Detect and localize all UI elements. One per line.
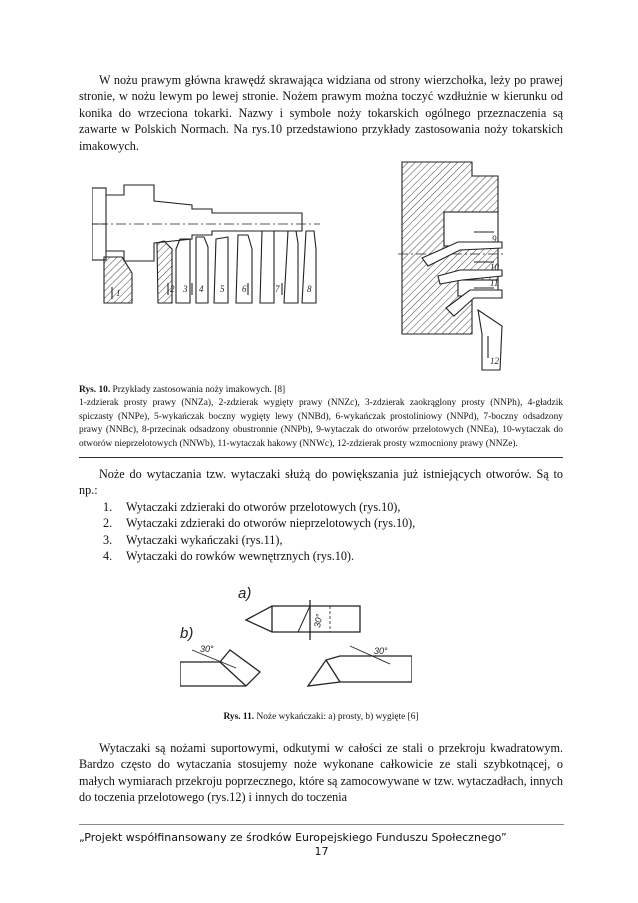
list-item: 1. Wytaczaki zdzieraki do otworów przelotowych (rys.10),: [103, 499, 401, 514]
boring-bars-text: Wytaczaki są nożami suportowymi, odkutymi w całości ze stali o przekroju kwadratowym. Bardzo często do wytaczania stosujemy noże wykonane całkowicie ze stali szybkotnącej, o małych wymiarach przekroju poprzecznego, które są zamocowywane w tzw. wytaczadłach, innych do toczenia przelotowego (rys.12) i innych do toczenia: [79, 741, 563, 805]
intro-text: W nożu prawym główna krawędź skrawająca widziana od strony wierzchołka, leży po prawej stronie, w nożu lewym po lewej stronie. Nożem prawym można toczyć wzdłużnie w kierunku od konika do wrzeciona tokarki. Nazwy i symbole noży tokarskich ogólnego przeznaczenia są zawarte w Polskich Normach. Na rys.10 przedstawiono przykłady zastosowania noży tokarskich imakowych.: [79, 73, 563, 153]
boring-tools-paragraph: [79, 466, 563, 564]
figure-11-caption-text: Noże wykańczaki: a) prosty, b) wygięte [6]: [254, 712, 419, 722]
tool-label-3: 3: [183, 284, 188, 294]
tool-label-1: 1: [116, 288, 121, 298]
tool-label-11: 11: [490, 278, 499, 288]
tool-label-8: 8: [307, 284, 312, 294]
tool-label-5: 5: [220, 284, 225, 294]
tool-label-4: 4: [199, 284, 204, 294]
figure-10-boring-tools: [398, 158, 510, 374]
boring-tools-text: Noże do wytaczania tzw. wytaczaki służą do powiększania już istniejących otworów. Są to np.:: [79, 467, 563, 498]
figure-10-caption-title-text: Przykłady zastosowania noży imakowych. [8]: [110, 385, 286, 395]
figure-11-label-a: a): [238, 585, 252, 602]
figure-11-angle-b1: 30°: [200, 644, 214, 654]
boring-bars-paragraph: [79, 740, 563, 806]
tool-label-6: 6: [242, 284, 247, 294]
figure-10-caption-body: 1-zdzierak prosty prawy (NNZa), 2-zdzierak wygięty prawy (NNZc), 3-zdzierak zaokrąglony prosty (NNPh), 4-gładzik spiczasty (NNPe), 5-wykańczak boczny wygięty lewy (NNBd), 6-wykańczak prostoliniowy (NNPd), 7-boczny odsadzony prawy (NNBc), 8-przecinak odsadzony obustronnie (NNPb), 9-wytaczak do otworów przelotowych (NNEa), 10-wytaczak do otworów nieprzelotowych (NNWb), 11-wytaczak hakowy (NNWc), 12-zdzierak prosty wzmocniony prawy (NNZe).: [79, 398, 563, 449]
tool-label-7: 7: [275, 284, 280, 294]
tool-label-2: 2: [170, 284, 175, 294]
figure-11-caption: [79, 711, 563, 724]
footer-divider: [79, 824, 564, 825]
figure-11-angle-a: 30°: [312, 613, 325, 629]
figure-10-caption-title: Rys. 10.: [79, 385, 111, 395]
tool-label-10: 10: [490, 262, 499, 272]
page-number: 17: [314, 845, 329, 858]
intro-paragraph: [79, 72, 563, 154]
list-item: 4. Wytaczaki do rowków wewnętrznych (rys.10).: [103, 549, 355, 564]
tool-label-12: 12: [490, 356, 499, 366]
boring-tools-list: [103, 499, 563, 565]
figure-11-finishing-tools: [180, 576, 412, 700]
caption-divider: [79, 457, 563, 458]
list-item: 3. Wytaczaki wykańczaki (rys.11),: [103, 532, 283, 547]
footer-text: „Projekt współfinansowany ze środków Europejskiego Funduszu Społecznego”: [79, 831, 507, 844]
list-item: 2. Wytaczaki zdzieraki do otworów nieprzelotowych (rys.10),: [103, 516, 416, 531]
tool-label-9: 9: [492, 234, 497, 244]
figure-10-caption: [79, 384, 563, 451]
figure-11-angle-b2: 30°: [374, 646, 388, 656]
figure-11-label-b: b): [180, 625, 194, 642]
figure-10-lathe-tools: [92, 183, 324, 308]
figure-11-caption-title: Rys. 11.: [223, 712, 255, 722]
